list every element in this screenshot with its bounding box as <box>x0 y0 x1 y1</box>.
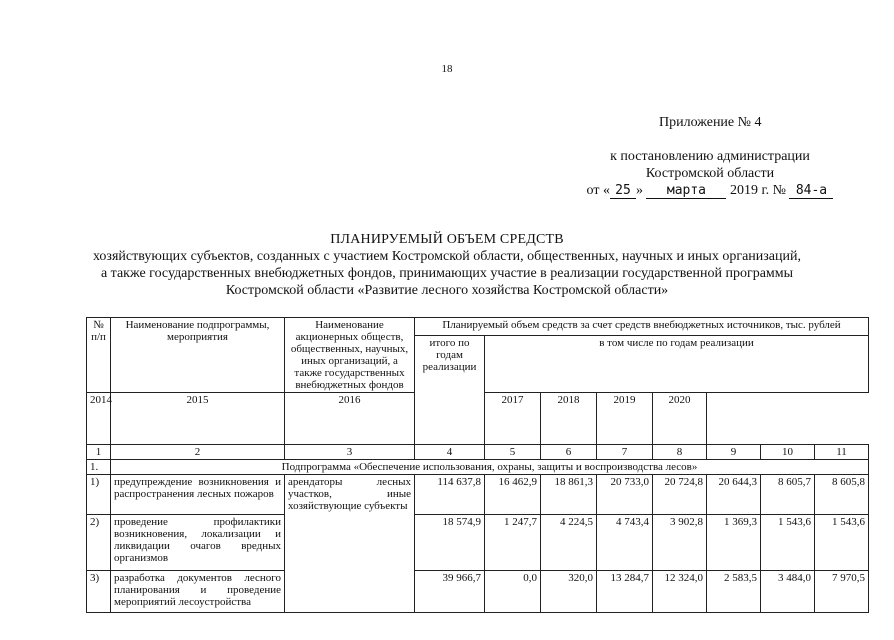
column-number: 8 <box>653 445 707 460</box>
funding-table <box>86 317 869 613</box>
column-number: 6 <box>541 445 597 460</box>
row-value: 3 484,0 <box>761 571 815 613</box>
row-value: 16 462,9 <box>485 475 541 515</box>
column-number: 5 <box>485 445 541 460</box>
column-number: 9 <box>707 445 761 460</box>
row-name: предупреждение возникновения и распространения лесных пожаров <box>111 475 285 515</box>
column-number: 4 <box>415 445 485 460</box>
decree-year: 2019 г. № <box>729 183 786 198</box>
row-org: арендаторы лесных участков, иные хозяйствующие субъекты <box>285 475 415 613</box>
column-number: 1 <box>87 445 111 460</box>
row-total: 18 574,9 <box>415 515 485 571</box>
row-value: 4 224,5 <box>541 515 597 571</box>
section-row <box>87 460 869 475</box>
column-number: 2 <box>111 445 285 460</box>
row-value: 12 324,0 <box>653 571 707 613</box>
header-by-years: в том числе по годам реализации <box>485 336 869 393</box>
row-value: 1 543,6 <box>815 515 869 571</box>
row-name: проведение профилактики возникновения, локализации и ликвидации очагов вредных организмов <box>111 515 285 571</box>
column-number: 7 <box>597 445 653 460</box>
table-row <box>87 571 869 613</box>
column-number: 10 <box>761 445 815 460</box>
page-number: 18 <box>441 63 453 75</box>
header-planned: Планируемый объем средств за счет средств внебюджетных источников, тыс. рублей <box>415 318 869 336</box>
row-num: 3) <box>87 571 111 613</box>
column-number: 3 <box>285 445 415 460</box>
table-row <box>87 515 869 571</box>
header-year: 2016 <box>285 393 415 445</box>
row-value: 7 970,5 <box>815 571 869 613</box>
decree-month: марта <box>646 184 726 199</box>
row-value: 1 247,7 <box>485 515 541 571</box>
row-value: 320,0 <box>541 571 597 613</box>
decree-reference <box>560 148 860 199</box>
row-total: 114 637,8 <box>415 475 485 515</box>
row-value: 3 902,8 <box>653 515 707 571</box>
header-name: Наименование подпрограммы, мероприятия <box>111 318 285 393</box>
row-num: 1) <box>87 475 111 515</box>
row-value: 20 733,0 <box>597 475 653 515</box>
header-year: 2019 <box>597 393 653 445</box>
column-number: 11 <box>815 445 869 460</box>
row-value: 8 605,7 <box>761 475 815 515</box>
table-row <box>87 475 869 515</box>
row-value: 1 543,6 <box>761 515 815 571</box>
document-title: ПЛАНИРУЕМЫЙ ОБЪЕМ СРЕДСТВ <box>330 232 564 247</box>
subtitle-line-3: Костромской области «Развитие лесного хозяйства Костромской области» <box>225 283 669 298</box>
header-year: 2014 <box>87 393 111 445</box>
row-total: 39 966,7 <box>415 571 485 613</box>
decree-date-line <box>560 182 860 199</box>
header-org: Наименование акционерных обществ, общественных, научных, иных организаций, а также государственных внебюджетных фондов <box>285 318 415 393</box>
row-value: 8 605,8 <box>815 475 869 515</box>
column-numbers-row <box>87 445 869 460</box>
subtitle-line-1: хозяйствующих субъектов, созданных с участием Костромской области, общественных, научных и иных организаций, <box>92 249 802 264</box>
decree-date-prefix: от « <box>586 183 610 198</box>
header-total: итого по годам реализации <box>415 336 485 445</box>
row-value: 0,0 <box>485 571 541 613</box>
row-value: 18 861,3 <box>541 475 597 515</box>
row-value: 4 743,4 <box>597 515 653 571</box>
header-year: 2018 <box>541 393 597 445</box>
row-value: 2 583,5 <box>707 571 761 613</box>
decree-number: 84-а <box>789 184 833 199</box>
row-num: 2) <box>87 515 111 571</box>
decree-day: 25 <box>610 184 636 199</box>
section-num: 1. <box>87 460 111 475</box>
row-value: 13 284,7 <box>597 571 653 613</box>
row-value: 20 724,8 <box>653 475 707 515</box>
decree-date-mid: » <box>635 183 643 198</box>
subtitle-line-2: а также государственных внебюджетных фондов, принимающих участие в реализации государственной программы <box>100 266 794 281</box>
decree-line-1: к постановлению администрации <box>610 149 810 164</box>
appendix-label: Приложение № 4 <box>659 115 762 130</box>
section-title: Подпрограмма «Обеспечение использования, охраны, защиты и воспроизводства лесов» <box>111 460 869 475</box>
header-year: 2020 <box>653 393 707 445</box>
document-subtitle <box>40 248 854 299</box>
header-year: 2015 <box>111 393 285 445</box>
row-value: 1 369,3 <box>707 515 761 571</box>
header-year: 2017 <box>485 393 541 445</box>
decree-line-2: Костромской области <box>645 166 775 181</box>
header-num: № п/п <box>87 318 111 393</box>
row-name: разработка документов лесного планирования и проведение мероприятий лесоустройства <box>111 571 285 613</box>
row-value: 20 644,3 <box>707 475 761 515</box>
